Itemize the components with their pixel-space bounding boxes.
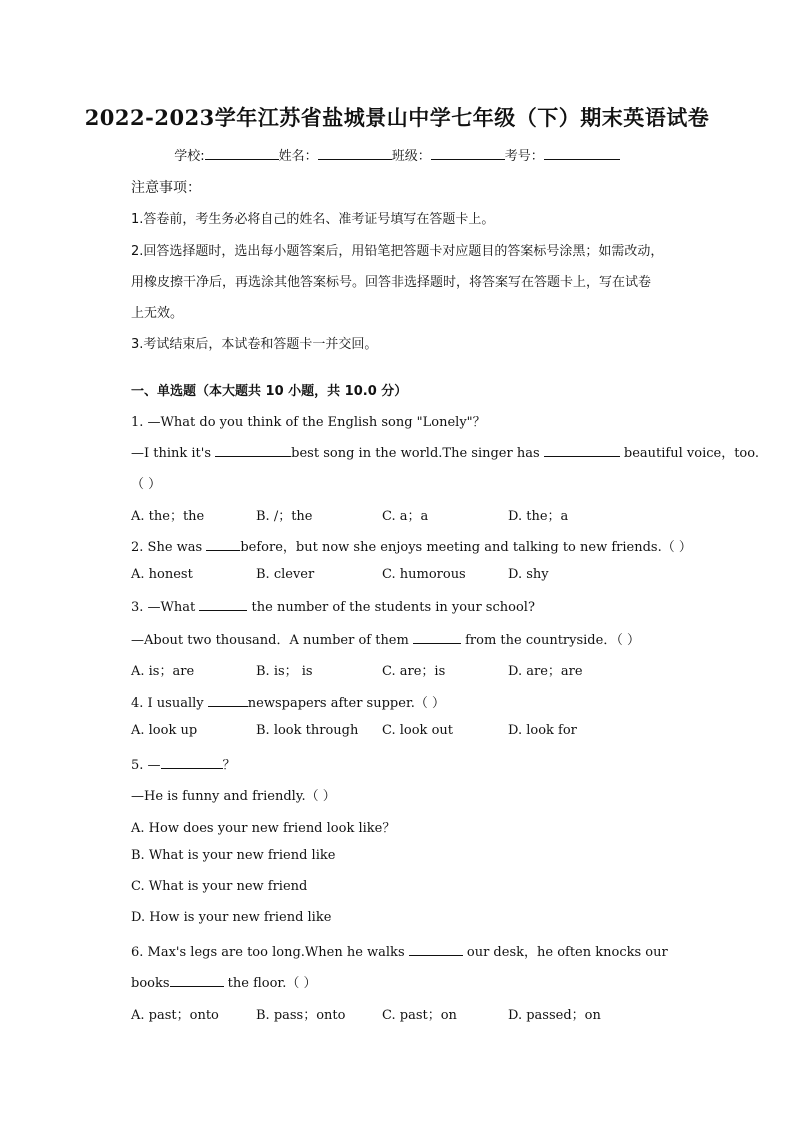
q1-text-b: best song in the world.The singer has	[291, 446, 544, 461]
q3-option-b[interactable]: B. is； is	[256, 664, 313, 679]
notice-item: 3.考试结束后，本试卷和答题卡一并交回。	[131, 337, 378, 352]
q2-text-b: before，but now she enjoys meeting and talking to new friends.（ ）	[240, 540, 692, 555]
q3-option-c[interactable]: C. are；is	[382, 664, 446, 679]
notice-item: 1.答卷前，考生务必将自己的姓名、准考证号填写在答题卡上。	[131, 212, 495, 227]
q4-option-d[interactable]: D. look for	[508, 723, 577, 738]
student-info-line	[0, 145, 794, 164]
q3-text-c: —About two thousand．A number of them	[131, 633, 413, 648]
name-label: 姓名：	[278, 149, 318, 164]
q6-option-a[interactable]: A. past；onto	[131, 1008, 219, 1023]
q3-blank-2	[413, 631, 461, 644]
q5-text-a: 5. —	[131, 758, 161, 773]
question-3-stem	[131, 598, 535, 615]
q4-option-b[interactable]: B. look through	[256, 723, 359, 738]
q2-option-b[interactable]: B. clever	[256, 567, 315, 582]
question-6-stem	[131, 941, 668, 960]
q4-text-a: 4. I usually	[131, 696, 208, 711]
q1-option-b[interactable]: B. /；the	[256, 509, 313, 524]
question-1-stem: 1. —What do you think of the English song "Lonely"？	[131, 415, 486, 430]
q2-option-d[interactable]: D. shy	[508, 567, 549, 582]
q1-option-d[interactable]: D. the；a	[508, 509, 569, 524]
q6-option-b[interactable]: B. pass；onto	[256, 1008, 346, 1023]
q2-blank	[206, 538, 240, 551]
q6-text-c: books	[131, 976, 170, 991]
number-label: 考号：	[504, 149, 544, 164]
q4-option-a[interactable]: A. look up	[131, 723, 198, 738]
q3-text-a: 3. —What	[131, 600, 200, 615]
q4-text-b: newspapers after supper.（ ）	[247, 696, 445, 711]
notice-item: 上无效。	[131, 306, 184, 321]
q2-option-c[interactable]: C. humorous	[382, 567, 466, 582]
question-5-stem	[131, 754, 236, 773]
q1-option-a[interactable]: A. the；the	[131, 509, 205, 524]
q3-option-a[interactable]: A. is；are	[131, 664, 195, 679]
question-5-line-2: —He is funny and friendly.（ ）	[131, 789, 336, 804]
school-label: 学校:	[174, 149, 205, 164]
q6-blank-1	[409, 943, 463, 956]
q5-blank	[161, 756, 223, 769]
q3-text-b: the number of the students in your school?	[247, 600, 535, 615]
q6-option-d[interactable]: D. passed；on	[508, 1008, 601, 1023]
q5-option-a[interactable]: A. How does your new friend look like？	[131, 821, 396, 836]
name-blank[interactable]	[318, 147, 392, 160]
q5-text-b: ？	[222, 758, 236, 773]
q4-option-c[interactable]: C. look out	[382, 723, 453, 738]
question-6-line-2	[131, 972, 316, 991]
q6-text-b: our desk，he often knocks our	[462, 945, 668, 960]
q5-option-c[interactable]: C. What is your new friend	[131, 879, 308, 894]
notice-heading: 注意事项：	[131, 180, 201, 196]
section-heading: 一、单选题（本大题共 10 小题，共 10.0 分）	[131, 384, 408, 399]
question-4-stem	[131, 692, 445, 711]
q3-text-d: from the countryside．（ ）	[460, 633, 640, 648]
q1-blank-1	[215, 444, 291, 457]
class-label: 班级：	[391, 149, 431, 164]
question-1-line-2	[131, 442, 759, 461]
q6-text-a: 6. Max's legs are too long.When he walks	[131, 945, 409, 960]
q1-text-a: —I think it's	[131, 446, 216, 461]
notice-item: 用橡皮擦干净后，再选涂其他答案标号。回答非选择题时，将答案写在答题卡上，写在试卷	[131, 275, 652, 290]
q6-option-c[interactable]: C. past；on	[382, 1008, 457, 1023]
q6-text-d: the floor.（ ）	[223, 976, 317, 991]
q4-blank	[208, 694, 248, 707]
exam-title: 2022-2023学年江苏省盐城景山中学七年级（下）期末英语试卷	[84, 105, 710, 130]
q1-blank-2	[544, 444, 620, 457]
q2-option-a[interactable]: A. honest	[131, 567, 193, 582]
q6-blank-2	[170, 974, 224, 987]
question-1-bracket: （ ）	[131, 477, 162, 492]
question-3-line-2	[131, 629, 640, 648]
q3-option-d[interactable]: D. are；are	[508, 664, 583, 679]
notice-item: 2.回答选择题时，选出每小题答案后，用铅笔把答题卡对应题目的答案标号涂黑；如需改动，	[131, 244, 664, 259]
q5-option-d[interactable]: D. How is your new friend like	[131, 910, 332, 925]
q1-option-c[interactable]: C. a；a	[382, 509, 429, 524]
q5-option-b[interactable]: B. What is your new friend like	[131, 848, 336, 863]
class-blank[interactable]	[431, 147, 505, 160]
q1-text-c: beautiful voice，too.	[619, 446, 759, 461]
school-blank[interactable]	[205, 147, 279, 160]
q2-text-a: 2. She was	[131, 540, 207, 555]
question-2-stem	[131, 536, 692, 555]
q3-blank-1	[199, 598, 247, 611]
number-blank[interactable]	[544, 147, 620, 160]
